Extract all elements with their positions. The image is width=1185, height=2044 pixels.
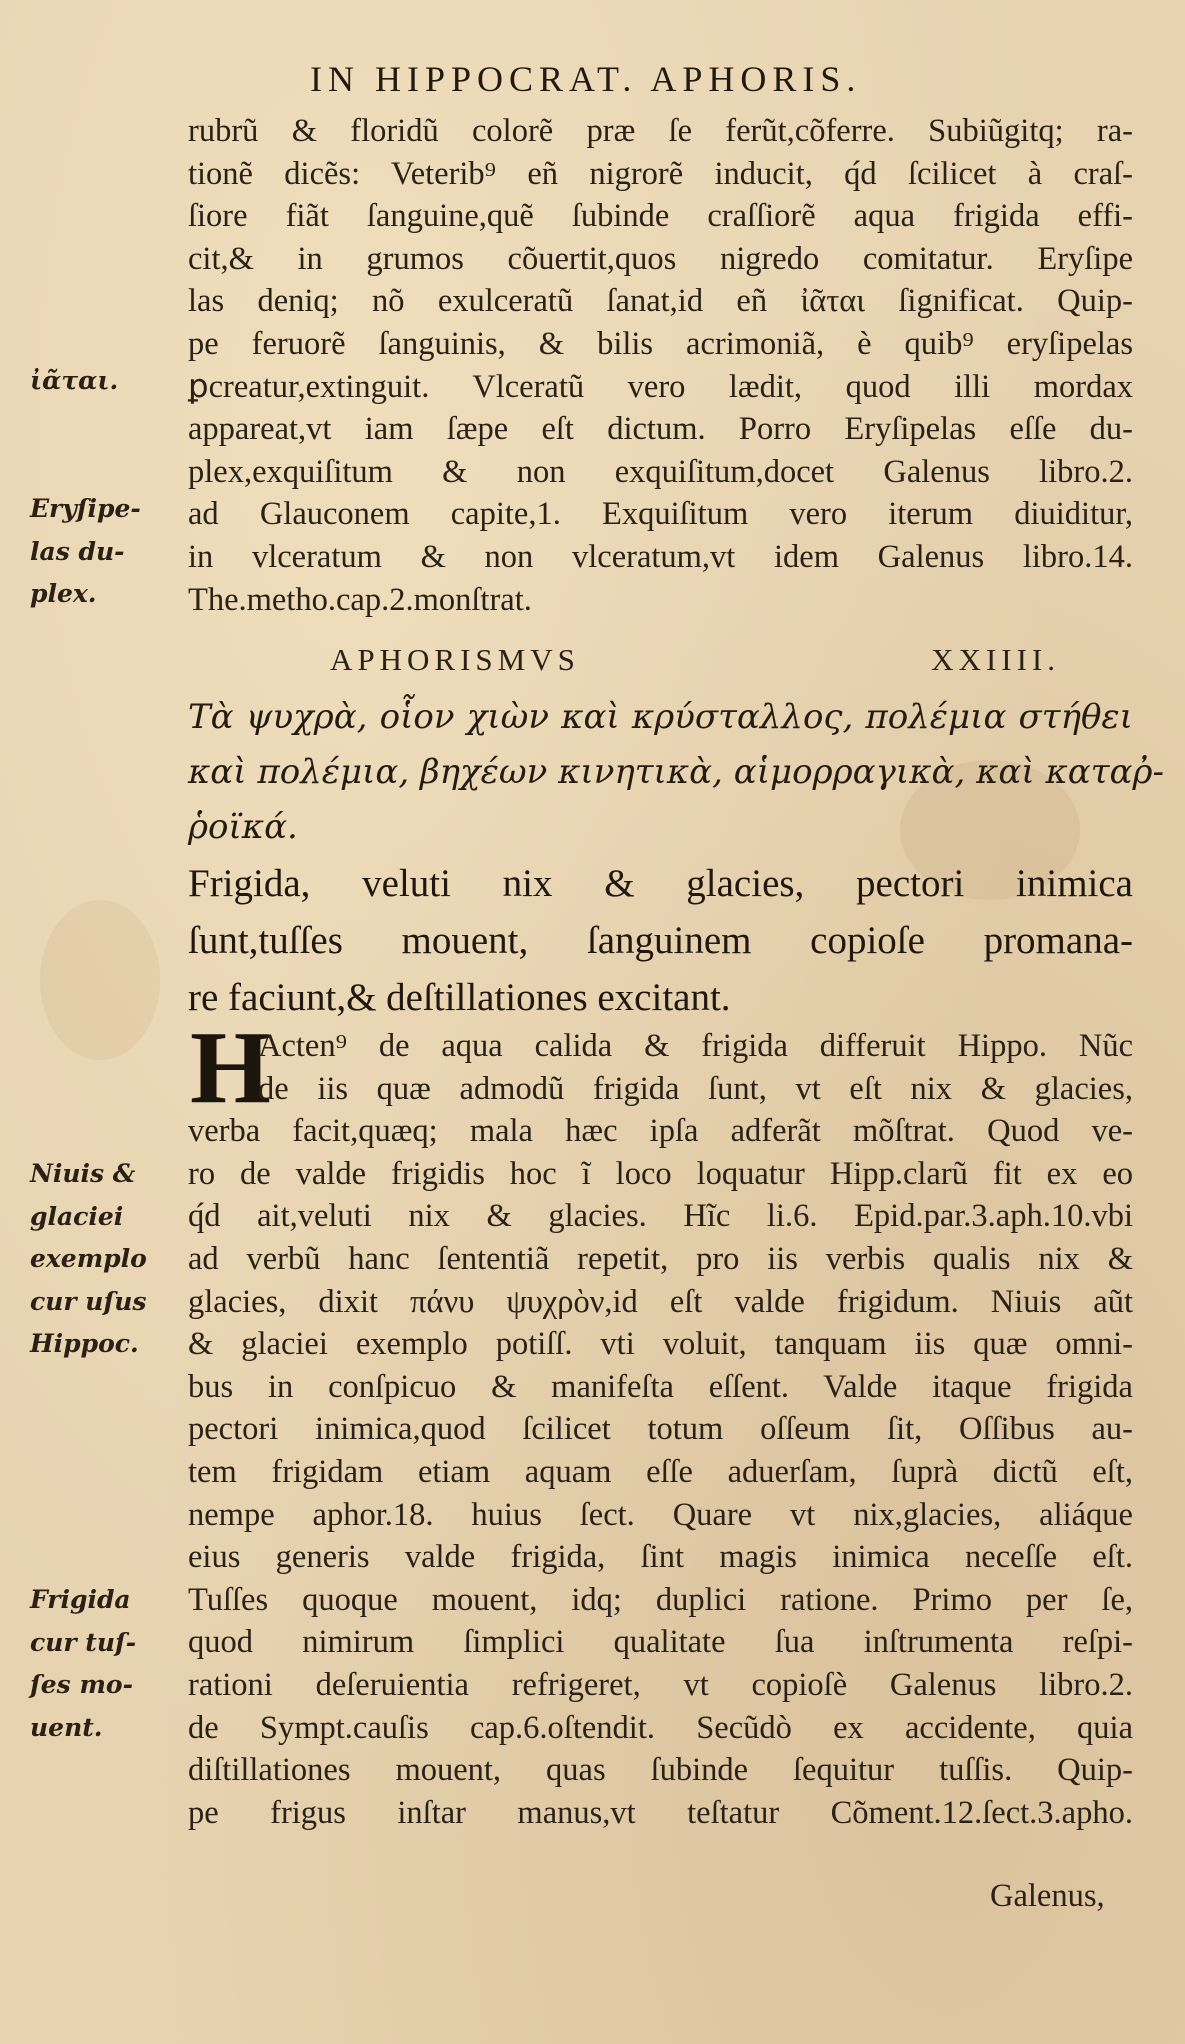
marginal-line: las du- (30, 536, 125, 566)
text-line: bus in conſpicuo & manifeſta eſſent. Valde itaque frigida (188, 1368, 1133, 1405)
commentary-bottom (188, 1010, 1133, 1834)
paper-stain (40, 900, 160, 1060)
marginal-line: Hippoc. (30, 1329, 139, 1359)
greek-line: ῥοϊκά. (188, 807, 298, 847)
text-line: de iis quæ admodũ frigida ſunt, vt eſt nix & glacies, (258, 1070, 1133, 1107)
text-line: q́d ait,veluti nix & glacies. Hĩc li.6. Epid.par.3.aph.10.vbi (188, 1198, 1133, 1235)
text-line: ꝑcreatur,extinguit. Vlceratũ vero lædit, quod illi mordax (188, 368, 1133, 405)
marginal-note-frigida (30, 1579, 180, 1749)
text-line: quod nimirum ſimplici qualitate ſua inſtrumenta reſpi- (188, 1624, 1133, 1661)
text-line: in vlceratum & non vlceratum,vt idem Galenus libro.14. (188, 538, 1133, 575)
text-line: appareat,vt iam ſæpe eſt dictum. Porro Eryſipelas eſſe du- (188, 411, 1133, 448)
text-line: nempe aphor.18. huius ſect. Quare vt nix,glacies, aliáque (188, 1496, 1133, 1533)
marginal-note-iatai (30, 360, 180, 403)
text-line: ad verbũ hanc ſententiã repetit, pro iis verbis qualis nix & (188, 1240, 1133, 1277)
drop-cap: H (190, 1010, 271, 1125)
latin-translation (188, 855, 1133, 1026)
marginal-line: Niuis & (30, 1159, 136, 1188)
aphorism-heading: APHORISMVS XXIIII. (330, 642, 1060, 677)
marginal-line: uent. (30, 1712, 103, 1742)
text-line: las deniq; nõ exulceratũ ſanat,id eñ ἰᾶται ſignificat. Quip- (188, 283, 1133, 320)
marginal-line: cur uſus (30, 1286, 147, 1316)
text-line: eius generis valde frigida, ſint magis inimica neceſſe eſt. (188, 1539, 1133, 1576)
running-head: IN HIPPOCRAT. APHORIS. (310, 59, 862, 99)
marginal-line: ſes mo- (30, 1670, 133, 1700)
text-line: Acten⁹ de aqua calida & frigida differuit Hippo. Nũc (258, 1028, 1133, 1064)
text-line: tionẽ dicẽs: Veterib⁹ eñ nigrorẽ inducit, q́d ſcilicet à craſ- (188, 155, 1133, 192)
text-line: ad Glauconem capite,1. Exquiſitum vero iterum diuiditur, (188, 496, 1133, 533)
greek-aphorism (188, 690, 1164, 855)
text-line: pe feruorẽ ſanguinis, & bilis acrimoniã, è quib⁹ eryſipelas (188, 325, 1133, 362)
marginal-line: ἰᾶται. (30, 366, 119, 395)
marginal-line: plex. (30, 579, 97, 609)
text-line: pectori inimica,quod ſcilicet totum oſſeum ſit, Oſſibus au- (188, 1411, 1133, 1448)
text-line: rationi deſeruientia refrigeret, vt copioſè Galenus libro.2. (188, 1666, 1133, 1703)
marginal-line: Eryſipe- (30, 494, 141, 523)
text-line: plex,exquiſitum & non exquiſitum,docet Galenus libro.2. (188, 453, 1133, 490)
text-line: cit,& in grumos cõuertit,quos nigredo comitatur. Eryſipe (188, 240, 1133, 277)
commentary-top (188, 110, 1133, 621)
marginal-line: cur tuſ- (30, 1627, 137, 1657)
latin-line: Frigida, veluti nix & glacies, pectori inimica (188, 862, 1133, 905)
text-line: & glaciei exemplo potiſſ. vti voluit, tanquam iis quæ omni- (188, 1326, 1133, 1363)
marginal-line: exemplo (30, 1244, 147, 1274)
latin-line: re faciunt,& deſtillationes excitant. (188, 976, 731, 1019)
text-line: glacies, dixit πάνυ ψυχρὸν,id eſt valde frigidum. Niuis aũt (188, 1283, 1133, 1320)
text-line: verba facit,quæq; mala hæc ipſa adferãt mõſtrat. Quod ve- (188, 1113, 1133, 1150)
text-line: rubrũ & floridũ colorẽ præ ſe ferũt,cõferre. Subiũgitq; ra- (188, 113, 1133, 149)
text-line: Tuſſes quoque mouent, idq; duplici ratione. Primo per ſe, (188, 1581, 1133, 1618)
greek-line: καὶ πολέμια, βηχέων κινητικὰ, αἱμορραγικὰ, καὶ καταῤ- (188, 752, 1164, 792)
text-line: tem frigidam etiam aquam eſſe aduerſam, ſuprà dictũ eſt, (188, 1453, 1133, 1490)
latin-line: ſunt,tuſſes mouent, ſanguinem copioſe promana- (188, 919, 1133, 962)
marginal-note-niuis (30, 1153, 180, 1366)
text-line: de Sympt.cauſis cap.6.oſtendit. Secũdò ex accidente, quia (188, 1709, 1133, 1746)
greek-line: Τὰ ψυχρὰ, οἷον χιὼν καὶ κρύσταλλος, πολέμια στήθει (188, 697, 1133, 737)
marginal-line: Frigida (30, 1585, 131, 1614)
text-line: pe frigus inſtar manus,vt teſtatur Cõment.12.ſect.3.apho. (188, 1794, 1133, 1831)
marginal-line: glaciei (30, 1201, 124, 1231)
catchword: Galenus, (990, 1878, 1105, 1914)
text-line: ſiore fiãt ſanguine,quẽ ſubinde craſſiorẽ aqua frigida effi- (188, 198, 1133, 235)
text-line: The.metho.cap.2.monſtrat. (188, 581, 532, 618)
text-line: ro de valde frigidis hoc ĩ loco loquatur Hipp.clarũ fit ex eo (188, 1155, 1133, 1192)
text-line: diſtillationes mouent, quas ſubinde ſequitur tuſſis. Quip- (188, 1752, 1133, 1789)
marginal-note-erysipelas (30, 488, 180, 616)
